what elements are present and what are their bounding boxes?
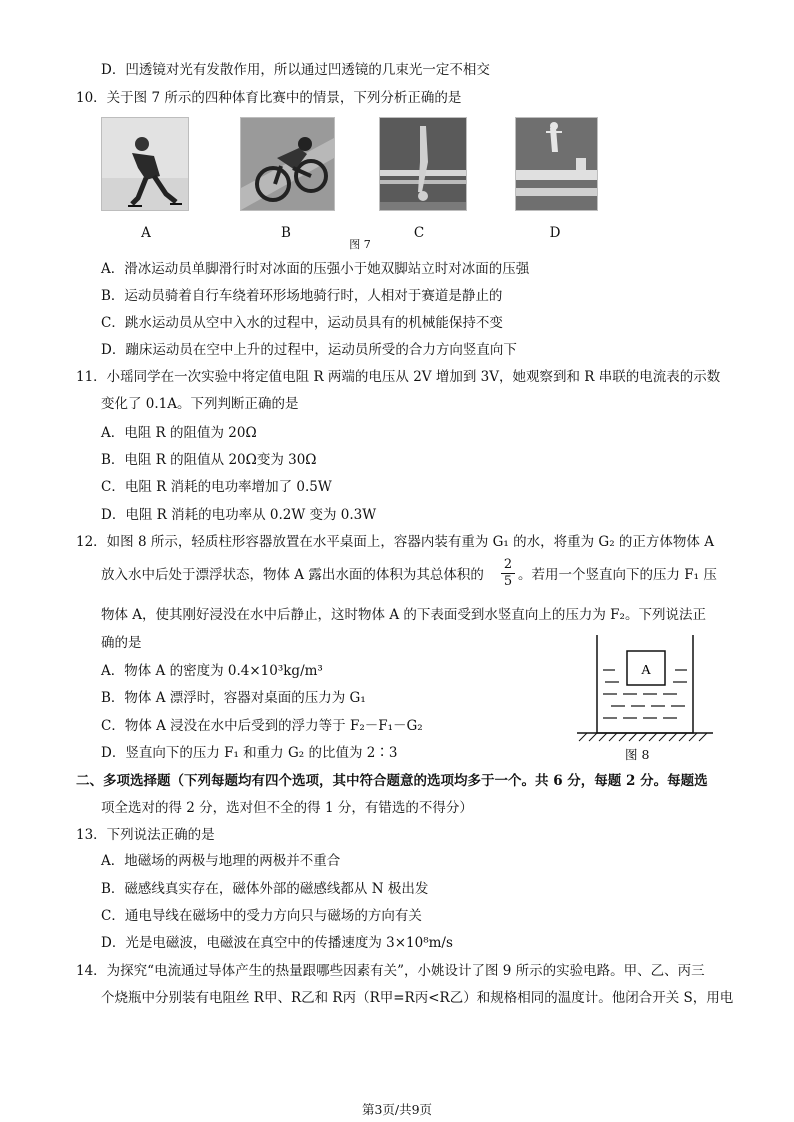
q10-option-c: C．跳水运动员从空中入水的过程中，运动员具有的机械能保持不变 — [101, 315, 503, 331]
section2-heading-line2: 项全选对的得 2 分，选对但不全的得 1 分，有错选的不得分） — [101, 800, 473, 816]
page-number: 第3页/共9页 — [361, 1102, 433, 1117]
fig7-label-c: C — [413, 225, 425, 241]
q9-option-d: D．凹透镜对光有发散作用，所以通过凹透镜的几束光一定不相交 — [101, 62, 490, 78]
q13-option-b: B．磁感线真实存在，磁体外部的磁感线都从 N 极出发 — [101, 881, 429, 897]
q13-option-d: D．光是电磁波，电磁波在真空中的传播速度为 3×10⁸m/s — [101, 935, 453, 951]
fig8-block-label: A — [640, 663, 652, 678]
q13-option-c: C．通电导线在磁场中的受力方向只与磁场的方向有关 — [101, 908, 422, 924]
q11-option-d: D．电阻 R 消耗的电功率从 0.2W 变为 0.3W — [101, 507, 377, 523]
speed-skater-photo — [101, 117, 189, 211]
q11-option-b: B．电阻 R 的阻值从 20Ω变为 30Ω — [101, 452, 317, 468]
fig7-label-d: D — [549, 225, 561, 241]
q12-stem-line4: 确的是 — [101, 635, 142, 651]
q12-stem-line2-end: 。若用一个竖直向下的压力 F₁ 压 — [518, 567, 717, 583]
q11-stem-line2: 变化了 0.1A。下列判断正确的是 — [101, 396, 299, 412]
q12-option-c: C．物体 A 浸没在水中后受到的浮力等于 F₂－F₁－G₂ — [101, 718, 423, 734]
q10-option-d: D．蹦床运动员在空中上升的过程中，运动员所受的合力方向竖直向下 — [101, 342, 517, 358]
q10-stem: 10．关于图 7 所示的四种体育比赛中的情景，下列分析正确的是 — [76, 90, 462, 106]
fig8-container-diagram — [575, 633, 715, 745]
q14-stem-line2: 个烧瓶中分别装有电阻丝 R甲、R乙和 R丙（R甲=R丙<R乙）和规格相同的温度计。他闭合开关 S，用电 — [101, 990, 734, 1006]
fig8-caption: 图 8 — [625, 747, 650, 762]
q12-stem-line2: 放入水中后处于漂浮状态，物体 A 露出水面的体积为其总体积的 — [101, 567, 484, 583]
q10-option-b: B．运动员骑着自行车绕着环形场地骑行时，人相对于赛道是静止的 — [101, 288, 503, 304]
q13-stem: 13．下列说法正确的是 — [76, 827, 215, 843]
q12-stem-line3: 物体 A，使其刚好浸没在水中后静止，这时物体 A 的下表面受到水竖直向上的压力为 F₂。下列说法正 — [101, 607, 706, 623]
q12-stem-line1: 12．如图 8 所示，轻质柱形容器放置在水平桌面上，容器内装有重为 G₁ 的水，将重为 G₂ 的正方体物体 A — [76, 534, 714, 550]
q12-option-a: A．物体 A 的密度为 0.4×10³kg/m³ — [101, 663, 323, 679]
trampoline-photo — [515, 117, 598, 211]
q14-stem-line1: 14．为探究“电流通过导体产生的热量跟哪些因素有关”，小姚设计了图 9 所示的实验电路。甲、乙、丙三 — [76, 963, 705, 979]
q10-option-a: A．滑冰运动员单脚滑行时对冰面的压强小于她双脚站立时对冰面的压强 — [101, 261, 530, 277]
q13-option-a: A．地磁场的两极与地理的两极并不重合 — [101, 853, 341, 869]
section2-heading-line1: 二、多项选择题（下列每题均有四个选项，其中符合题意的选项均多于一个。共 6 分，每题 2 分。每题选 — [76, 773, 708, 789]
fraction-numerator: 2 — [503, 557, 513, 572]
q12-fraction — [501, 558, 515, 589]
fraction-denominator: 5 — [503, 574, 513, 589]
q11-option-a: A．电阻 R 的阻值为 20Ω — [101, 425, 257, 441]
q12-option-d: D．竖直向下的压力 F₁ 和重力 G₂ 的比值为 2∶3 — [101, 745, 398, 761]
q11-option-c: C．电阻 R 消耗的电功率增加了 0.5W — [101, 479, 332, 495]
track-cyclist-photo — [240, 117, 335, 211]
q12-option-b: B．物体 A 漂浮时，容器对桌面的压力为 G₁ — [101, 690, 366, 706]
fig7-label-a: A — [141, 225, 151, 241]
q11-stem-line1: 11．小瑶同学在一次实验中将定值电阻 R 两端的电压从 2V 增加到 3V，她观察到和 R 串联的电流表的示数 — [76, 369, 721, 385]
diver-photo — [379, 117, 467, 211]
fig7-label-b: B — [281, 225, 291, 241]
fig7-caption: 图 7 — [349, 238, 371, 251]
